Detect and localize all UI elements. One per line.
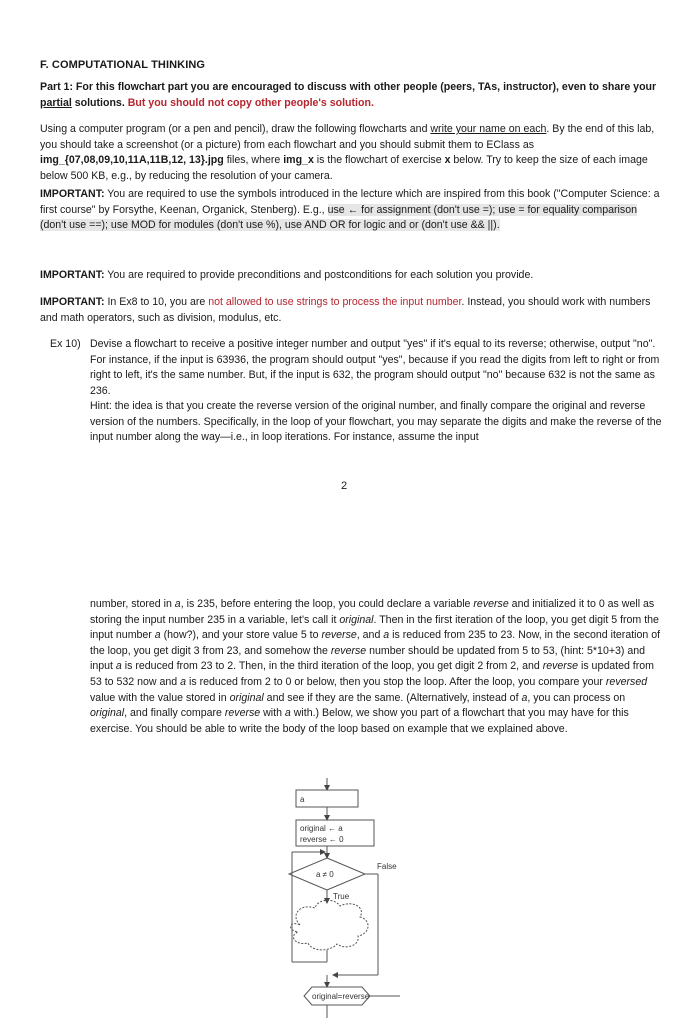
- var-a: a: [383, 629, 390, 642]
- cont-text: . Then in the first iteration of the loop, you get digit 5 from the input number: [90, 613, 659, 642]
- instr-x: x: [444, 154, 451, 166]
- cont-text: is reduced from 2 to 0 or below, then you stop the loop. After the loop, you compare your: [186, 675, 606, 688]
- important1-highlight: use ← for assignment (don't use =); use = for equality comparison (don't use ==); use MOD for modules (don't use %), use AND OR for logic and or (don't use && ||).: [40, 203, 637, 231]
- flow-true-label: True: [333, 892, 350, 901]
- exercise-hint: Hint: the idea is that you create the reverse version of the original number, and finally compare the original and reverse version of the numbers. Specifically, in the loop of your flowchart, you may separate the digits and make the reverse of the input number along the way—i.e., in loop iterations. For instance, assume the input: [90, 400, 662, 443]
- flow-assign-line2: reverse ← 0: [300, 835, 344, 844]
- var-a: a: [521, 691, 528, 704]
- var-reverse: reverse: [473, 598, 509, 610]
- cont-text: and see if they are the same. (Alternatively, instead of: [263, 691, 522, 704]
- page-number: 2: [341, 480, 348, 492]
- cont-text: and initialized it to 0 as well as storing the input number 235 in a variable, let's call it: [90, 598, 655, 626]
- var-a: a: [115, 660, 122, 673]
- important2-label: IMPORTANT:: [40, 269, 105, 281]
- var-a: a: [180, 675, 187, 688]
- var-original: original: [90, 707, 125, 720]
- cont-text: , and finally compare: [124, 707, 225, 720]
- instr-filename: img_{07,08,09,10,11A,11B,12, 13}.jpg: [40, 154, 224, 166]
- instr-s1: Using a computer program (or a pen and pencil), draw the following flowcharts and: [40, 123, 431, 135]
- part1-middle: solutions.: [71, 96, 128, 109]
- var-reverse: reverse: [330, 644, 367, 657]
- var-reverse: reverse: [224, 707, 261, 720]
- var-a: a: [174, 598, 181, 610]
- exercise-text: Devise a flowchart to receive a positive integer number and output "yes" if it's equal to its reverse; otherwise, output "no". For instance, if the input is 63936, the program should output "yes", because if you read the digits from left to right or from right to left, it's the same number. But, if the input is 632, the program should output "no" because 632 is not the same as 236.: [90, 338, 660, 397]
- part1-partial: partial: [40, 96, 72, 109]
- part1-lead: Part 1: For this flowchart part you are encouraged to discuss with other people (peers, TAs, instructor), even to share your: [40, 81, 657, 93]
- var-reverse: reverse: [321, 629, 357, 642]
- flow-final-label: original=reverse: [312, 992, 370, 1001]
- var-reversed: reversed: [605, 675, 648, 688]
- cont-text: , you can process on: [527, 691, 626, 704]
- instr-s4: is the flowchart of exercise: [313, 154, 445, 166]
- var-original: original: [229, 691, 264, 704]
- cont-text: value with the value stored in: [90, 691, 230, 704]
- cont-text: is updated from 53 to 532 now and: [90, 660, 654, 688]
- instr-underlined: write your name on each: [430, 123, 547, 135]
- flow-input-label: a: [300, 795, 305, 804]
- cont-text: is reduced from 23 to 2. Then, in the third iteration of the loop, you get digit 2 from 2, and: [121, 660, 543, 673]
- important2-text: You are required to provide preconditions and postconditions for each solution you provide.: [104, 269, 534, 281]
- important3-text2: . Instead, you should work with numbers and math operators, such as division, modulus, etc.: [40, 296, 651, 324]
- cont-text: , is 235, before entering the loop, you could declare a variable: [180, 598, 474, 610]
- var-a: a: [154, 629, 161, 642]
- exercise-label: Ex 10): [50, 338, 81, 350]
- important1-label: IMPORTANT:: [40, 188, 105, 200]
- flow-assign-line1: original ← a: [300, 824, 343, 833]
- cont-text: number, stored in: [90, 598, 175, 610]
- cont-text: number should be updated from 5 to 53, (hint: 5*10+3) and input: [90, 644, 646, 673]
- cont-text: (how?), and your store value 5 to: [160, 629, 322, 642]
- instr-s3: files, where: [223, 154, 284, 166]
- var-reverse: reverse: [542, 660, 579, 673]
- cont-text: with.) Below, we show you part of a flowchart that you may have for this exercise. You should be able to write the body of the loop based on example that we explained above.: [90, 707, 629, 735]
- section-heading: F. COMPUTATIONAL THINKING: [40, 59, 206, 71]
- flow-decision-label: a ≠ 0: [316, 870, 334, 879]
- part1-warning: But you should not copy other people's solution.: [127, 96, 374, 109]
- important3-red: not allowed to use strings to process the input number: [208, 296, 462, 308]
- instr-s5: below. Try to keep the size of each image below 500 KB, e.g., by reducing the resolution of your camera.: [40, 154, 648, 182]
- flow-false-label: False: [377, 862, 397, 871]
- var-original: original: [339, 613, 374, 626]
- instr-imgx: img_x: [283, 154, 314, 166]
- flow-input-box: [296, 790, 358, 807]
- cont-text: , and: [356, 629, 384, 642]
- important3-label: IMPORTANT:: [40, 296, 105, 308]
- cont-text: with: [260, 707, 285, 720]
- important3-text1: In Ex8 to 10, you are: [104, 296, 209, 308]
- cont-text: is reduced from 235 to 23. Now, in the second iteration of the loop, you get digit 3 from 23, and somehow the: [90, 629, 661, 657]
- instr-s2: . By the end of this lab, you should take a screenshot (or a picture) from each flowchart and you should submit them to EClass as: [40, 123, 655, 151]
- important1-text: You are required to use the symbols introduced in the lecture which are inspired from this book ("Computer Science: a first course" by Forsythe, Keenan, Organick, Stenberg). E.g.,: [40, 188, 660, 216]
- var-a: a: [284, 707, 291, 720]
- flow-loop-body-cloud: [291, 900, 368, 950]
